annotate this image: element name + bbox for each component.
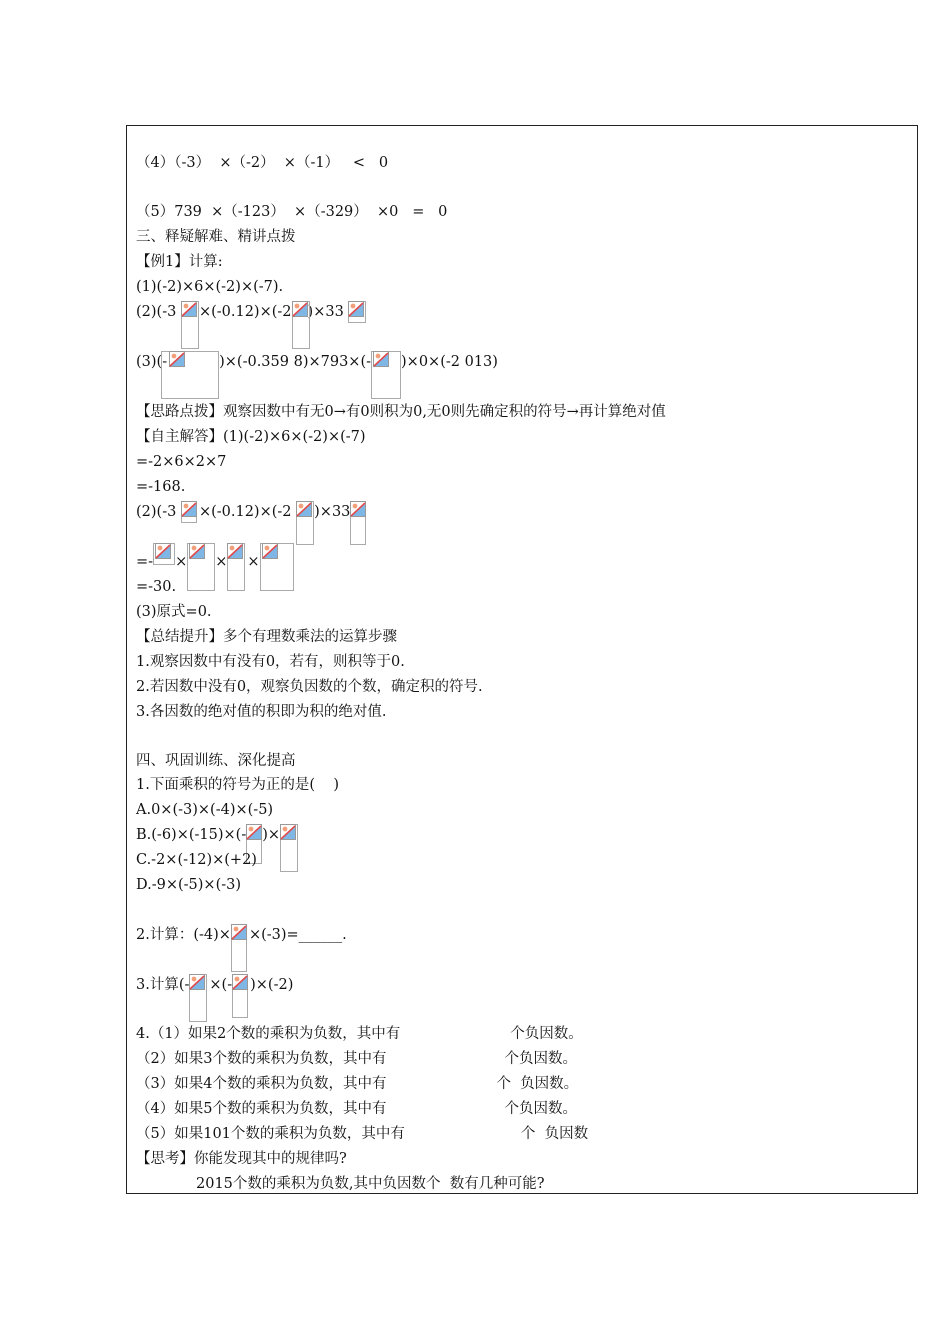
broken-image-icon bbox=[280, 824, 298, 846]
section-3-heading: 三、释疑解难、精讲点拨 bbox=[136, 229, 296, 245]
question-4-3 bbox=[136, 1073, 578, 1095]
broken-image-icon bbox=[181, 501, 199, 523]
broken-image-icon bbox=[260, 551, 294, 573]
text: )×(-2) bbox=[250, 977, 294, 993]
text: × bbox=[247, 554, 260, 570]
question-4-1 bbox=[136, 1023, 583, 1045]
broken-image-icon bbox=[371, 351, 401, 373]
broken-image-icon bbox=[350, 501, 368, 523]
question-3 bbox=[136, 974, 293, 996]
broken-image-icon bbox=[187, 551, 215, 573]
broken-image-icon bbox=[246, 824, 262, 846]
section-4-heading: 四、巩固训练、深化提高 bbox=[136, 753, 296, 769]
answer-part-2 bbox=[136, 501, 368, 523]
text: （4）如果5个数的乘积为负数，其中有 bbox=[136, 1101, 387, 1117]
example-1-part-2 bbox=[136, 301, 366, 323]
option-b bbox=[136, 824, 298, 846]
option-d: D.-9×(-5)×(-3) bbox=[136, 877, 242, 893]
broken-image-icon bbox=[167, 351, 219, 373]
broken-image-icon bbox=[227, 551, 247, 573]
text: （3）如果4个数的乘积为负数，其中有 bbox=[136, 1076, 387, 1092]
text: （5）如果101个数的乘积为负数，其中有 bbox=[136, 1126, 405, 1142]
broken-image-icon bbox=[189, 974, 209, 996]
broken-image-icon bbox=[153, 551, 175, 573]
text: ×(-0.12)×(-2 bbox=[198, 504, 297, 520]
text: 个负因数。 bbox=[510, 1026, 583, 1042]
text: 个 负因数 bbox=[520, 1126, 589, 1142]
answer-line-3: =-168. bbox=[136, 479, 186, 495]
text: 个负因数。 bbox=[504, 1101, 577, 1117]
text: )× bbox=[262, 827, 281, 843]
example-1-part-1: (1)(-2)×6×(-2)×(-7). bbox=[136, 279, 284, 295]
question-2 bbox=[136, 924, 347, 946]
text: 2.计算：(-4)× bbox=[136, 927, 231, 943]
answer-line-result: =-30. bbox=[136, 579, 177, 595]
text: ×(- bbox=[209, 977, 233, 993]
summary-title: 【总结提升】多个有理数乘法的运算步骤 bbox=[136, 629, 397, 645]
line-4: （4）（-3） ×（-2） ×（-1） < 0 bbox=[136, 155, 389, 171]
text: 3.计算(- bbox=[136, 977, 190, 993]
line-5: （5）739 ×（-123） ×（-329） ×0 = 0 bbox=[136, 204, 448, 220]
question-4-4 bbox=[136, 1098, 577, 1120]
text: )×(-0.359 8)×793×(- bbox=[219, 354, 372, 370]
broken-image-icon bbox=[296, 501, 314, 523]
question-4-2 bbox=[136, 1048, 577, 1070]
summary-step-2: 2.若因数中没有0，观察负因数的个数，确定积的符号. bbox=[136, 679, 483, 695]
broken-image-icon bbox=[181, 301, 199, 323]
text: B.(-6)×(-15)×(- bbox=[136, 827, 247, 843]
think-question: 2015个数的乘积为负数,其中负因数个 数有几种可能? bbox=[196, 1176, 545, 1192]
answer-part-2-step bbox=[136, 551, 294, 573]
text: )×33 bbox=[307, 304, 349, 320]
text: ×(-0.12)×(-2 bbox=[198, 304, 292, 320]
summary-step-1: 1.观察因数中有没有0，若有，则积等于0. bbox=[136, 654, 405, 670]
text: 4.（1）如果2个数的乘积为负数，其中有 bbox=[136, 1026, 401, 1042]
text: （2）如果3个数的乘积为负数，其中有 bbox=[136, 1051, 387, 1067]
example-1-title: 【例1】计算: bbox=[136, 254, 223, 270]
summary-step-3: 3.各因数的绝对值的积即为积的绝对值. bbox=[136, 704, 387, 720]
text: =- bbox=[136, 554, 154, 570]
broken-image-icon bbox=[232, 974, 250, 996]
hint-line: 【思路点拨】观察因数中有无0→有0则积为0,无0则先确定积的符号→再计算绝对值 bbox=[136, 404, 666, 420]
option-c: C.-2×(-12)×(+2) bbox=[136, 852, 257, 868]
think-title: 【思考】你能发现其中的规律吗? bbox=[136, 1151, 347, 1167]
broken-image-icon bbox=[348, 301, 366, 323]
question-4-5 bbox=[136, 1123, 588, 1145]
answer-line-2: =-2×6×2×7 bbox=[136, 454, 227, 470]
example-1-part-3 bbox=[136, 351, 498, 373]
broken-image-icon bbox=[231, 924, 249, 946]
text: (2)(-3 bbox=[136, 504, 181, 520]
broken-image-icon bbox=[292, 301, 308, 323]
text: (2)(-3 bbox=[136, 304, 181, 320]
text: )×33 bbox=[314, 504, 351, 520]
text: × bbox=[175, 554, 188, 570]
text: )×0×(-2 013) bbox=[401, 354, 498, 370]
question-1: 1.下面乘积的符号为正的是( ) bbox=[136, 777, 340, 793]
answer-part-3: (3)原式=0. bbox=[136, 604, 212, 620]
option-a: A.0×(-3)×(-4)×(-5) bbox=[136, 802, 274, 818]
text: ×(-3)=______. bbox=[248, 927, 347, 943]
text: 个 负因数。 bbox=[496, 1076, 579, 1092]
text: (3)(- bbox=[136, 354, 168, 370]
answer-line-1: 【自主解答】(1)(-2)×6×(-2)×(-7) bbox=[136, 429, 366, 445]
text: 个负因数。 bbox=[504, 1051, 577, 1067]
text: × bbox=[215, 554, 228, 570]
